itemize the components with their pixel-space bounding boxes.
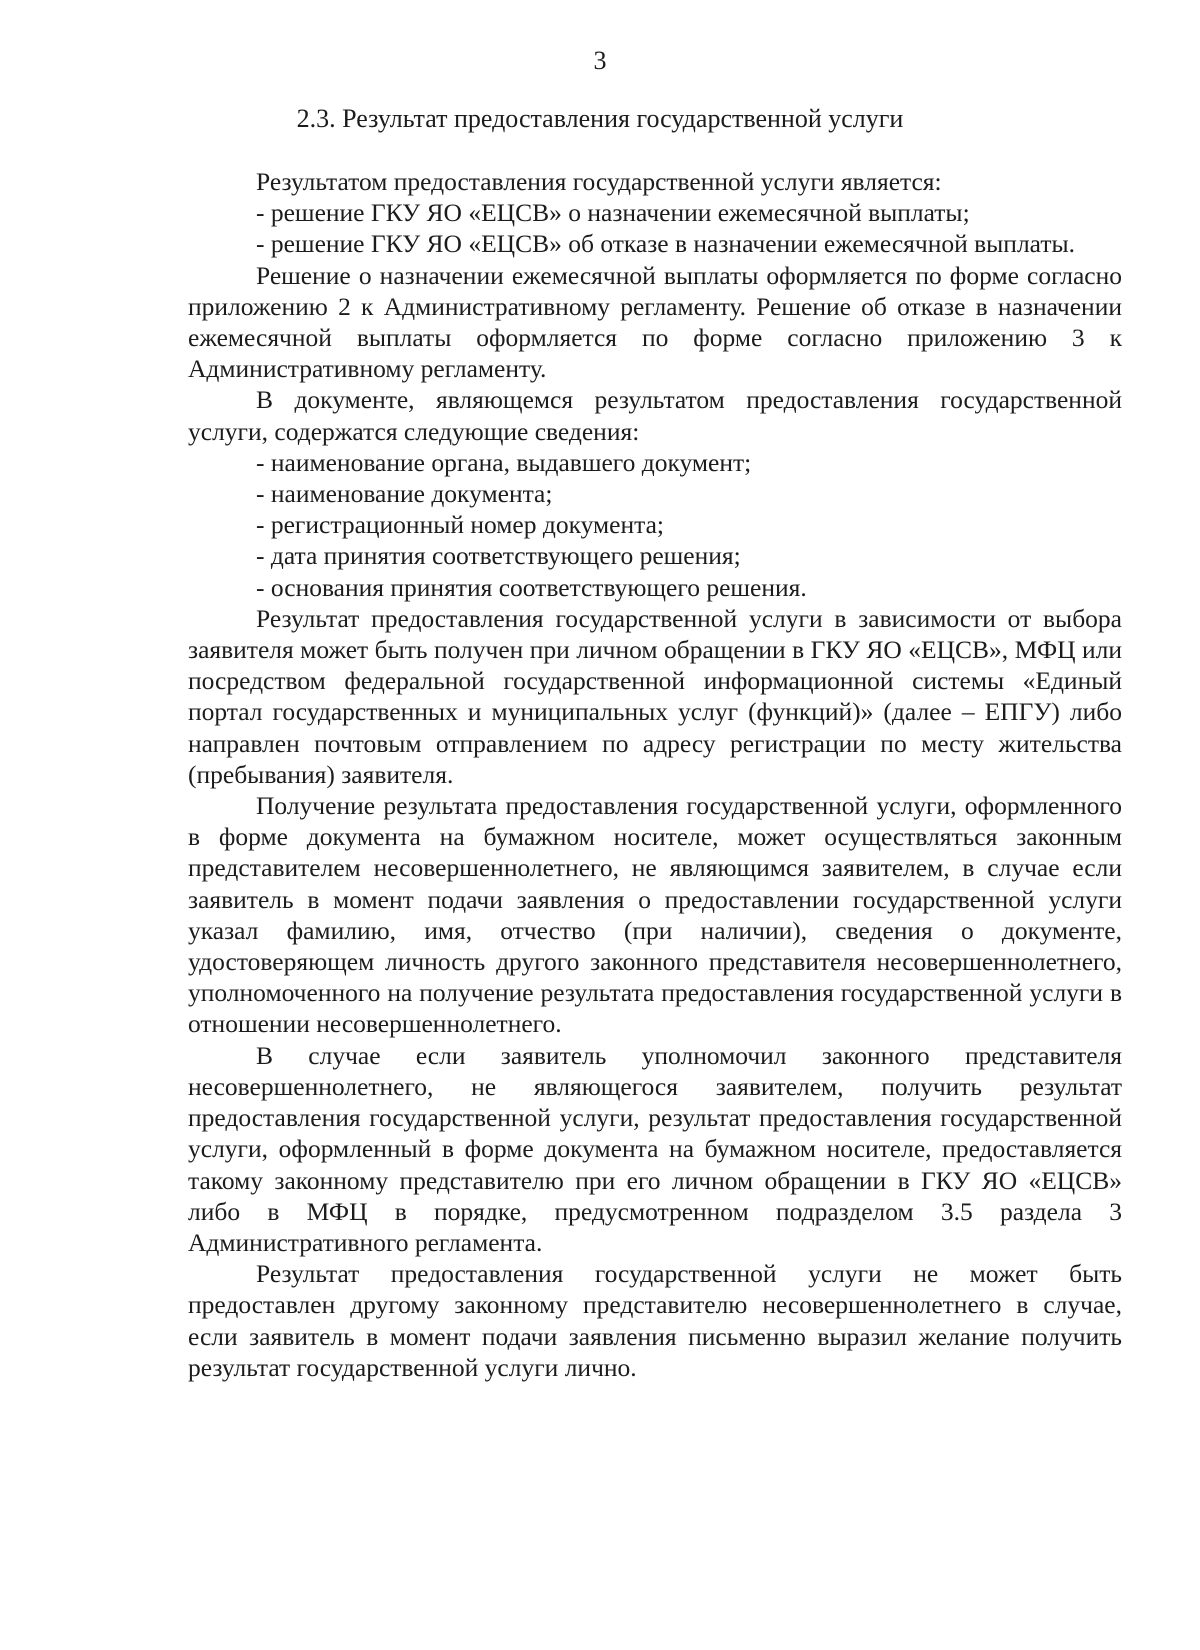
- paragraph-decision-forms: Решение о назначении ежемесячной выплаты оформляется по форме согласно приложению 2 к Административному регламенту. Решение об отказе в назначении ежемесячной выплаты оформляется по форме согласно приложению 3 к Административному регламенту.: [188, 260, 1122, 384]
- document-body: [188, 166, 1122, 1383]
- list-item-registration-number: - регистрационный номер документа;: [256, 510, 664, 540]
- list-item-decision-refusal: - решение ГКУ ЯО «ЕЦСВ» об отказе в назначении ежемесячной выплаты.: [256, 229, 1075, 259]
- section-heading: 2.3. Результат предоставления государственной услуги: [296, 104, 904, 133]
- paragraph-receipt-by-representative: Получение результата предоставления государственной услуги, оформленного в форме документа на бумажном носителе, может осуществляться законным представителем несовершеннолетнего, не являющимся заявителем, в случае если заявитель в момент подачи заявления о предоставлении государственной услуги указал фамилию, имя, отчество (при наличии), сведения о документе, удостоверяющем личность другого законного представителя несовершеннолетнего, уполномоченного на получение результата предоставления государственной услуги в отношении несовершеннолетнего.: [188, 791, 1122, 1039]
- list-item-decision-grant: - решение ГКУ ЯО «ЕЦСВ» о назначении ежемесячной выплаты;: [256, 198, 970, 228]
- list-item-decision-grounds: - основания принятия соответствующего решения.: [256, 572, 807, 602]
- paragraph-document-contents: В документе, являющемся результатом предоставления государственной услуги, содержатся следующие сведения:: [188, 385, 1122, 446]
- list-item-document-name: - наименование документа;: [256, 479, 553, 509]
- page-number: 3: [593, 46, 607, 75]
- paragraph-result-intro: Результатом предоставления государственной услуги является:: [256, 167, 942, 196]
- paragraph-result-delivery: Результат предоставления государственной услуги в зависимости от выбора заявителя может быть получен при личном обращении в ГКУ ЯО «ЕЦСВ», МФЦ или посредством федеральной государственной информационной системы «Единый портал государственных и муниципальных услуг (функций)» (далее – ЕПГУ) либо направлен почтовым отправлением по адресу регистрации по месту жительства (пребывания) заявителя.: [188, 603, 1122, 789]
- list-item-issuing-body: - наименование органа, выдавшего документ;: [256, 447, 752, 477]
- paragraph-personal-receipt: Результат предоставления государственной услуги не может быть предоставлен другому законному представителю несовершеннолетнего в случае, если заявитель в момент подачи заявления письменно выразил желание получить результат государственной услуги лично.: [188, 1259, 1122, 1382]
- list-item-decision-date: - дата принятия соответствующего решения;: [256, 541, 741, 571]
- paragraph-authorized-representative: В случае если заявитель уполномочил законного представителя несовершеннолетнего, не являющегося заявителем, получить результат предоставления государственной услуги, результат предоставления государственной услуги, оформленный в форме документа на бумажном носителе, предоставляется такому законному представителю при его личном обращении в ГКУ ЯО «ЕЦСВ» либо в МФЦ в порядке, предусмотренном подразделом 3.5 раздела 3 Административного регламента.: [188, 1040, 1122, 1257]
